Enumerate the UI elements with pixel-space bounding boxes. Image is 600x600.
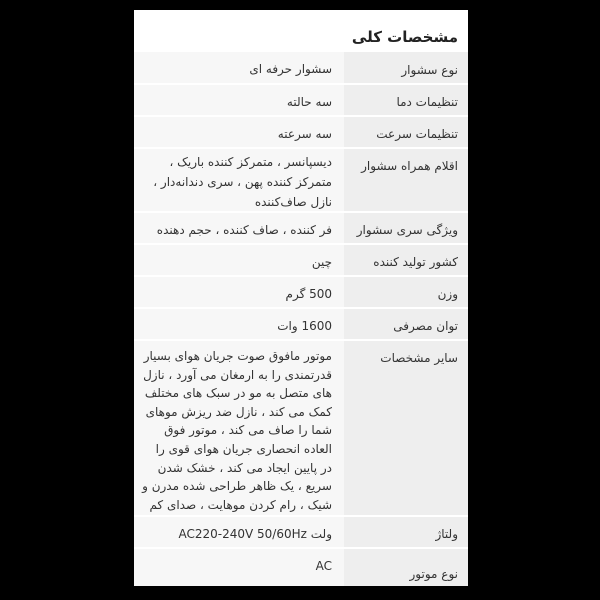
spec-label: سایر مشخصات (344, 341, 468, 515)
spec-row-country-of-manufacture (134, 245, 468, 277)
spec-label: ویژگی سری سشوار (344, 213, 468, 243)
spec-label: تنظیمات دما (344, 85, 468, 115)
spec-value-line: شما را صاف می کند ، موتور فوق (164, 423, 332, 438)
spec-label: وزن (344, 277, 468, 307)
spec-label: اقلام همراه سشوار (344, 149, 468, 211)
spec-value-line: سه سرعته (277, 127, 332, 141)
spec-value-line: سریع ، یک ظاهر طراحی شده مدرن و (142, 479, 332, 494)
spec-label: ولتاژ (344, 517, 468, 547)
spec-value-line: العاده انحصاری جریان هوای قوی را (155, 441, 332, 456)
spec-row-temperature-settings (134, 85, 468, 117)
spec-value-line: دیسپانسر ، متمرکز کننده باریک ، (169, 155, 332, 169)
spec-value-line: سه حالته (286, 95, 332, 109)
spec-value (134, 549, 344, 586)
spec-value (134, 277, 344, 307)
spec-label: کشور تولید کننده (344, 245, 468, 275)
spec-value (134, 149, 344, 211)
spec-value (134, 213, 344, 243)
section-title: مشخصات کلی (351, 28, 458, 46)
spec-value-line: قدرتمندی را به ارمغان می آورد ، نازل (143, 367, 332, 382)
spec-row-included-items (134, 149, 468, 213)
spec-value (134, 85, 344, 115)
spec-value-line: متمرکز کننده پهن ، سری دندانه‌دار ، (153, 175, 332, 189)
spec-value-line: سشوار حرفه ای (249, 62, 332, 76)
spec-value-line: شیک ، رام کردن موهایت ، صدای کم (149, 497, 332, 512)
spec-value (134, 245, 344, 275)
spec-value-line: AC (315, 559, 332, 573)
spec-value-line: ولت AC220-240V 50/60Hz (178, 527, 332, 541)
spec-value-line: در پایین ایجاد می کند ، خشک شدن (157, 460, 332, 475)
spec-value (134, 517, 344, 547)
specs-panel (134, 10, 468, 586)
spec-value-line: نازل صاف‌کننده (254, 195, 332, 209)
spec-label: نوع سشوار (344, 52, 468, 83)
spec-row-power-consumption (134, 309, 468, 341)
specs-table (134, 52, 468, 586)
spec-value-line: چین (311, 255, 332, 269)
spec-row-motor-type (134, 549, 468, 586)
spec-row-weight (134, 277, 468, 309)
spec-row-voltage (134, 517, 468, 549)
spec-value-line: کمک می کند ، نازل ضد ریزش موهای (145, 404, 332, 419)
spec-label: توان مصرفی (344, 309, 468, 339)
spec-row-attachment-features (134, 213, 468, 245)
spec-label: نوع موتور (344, 549, 468, 586)
spec-value-line: موتور مافوق صوت جریان هوای بسیار (143, 349, 332, 363)
spec-label: تنظیمات سرعت (344, 117, 468, 147)
spec-value (134, 117, 344, 147)
spec-row-other-specs (134, 341, 468, 517)
spec-value-line: فر کننده ، صاف کننده ، حجم دهنده (156, 223, 332, 237)
spec-value-line: 1600 وات (277, 319, 332, 333)
spec-row-dryer-type (134, 52, 468, 85)
spec-value-line: های متصل به مو در سبک های مختلف (144, 386, 332, 401)
spec-value-line: 500 گرم (285, 287, 332, 301)
spec-value (134, 52, 344, 83)
spec-value (134, 309, 344, 339)
spec-value (134, 341, 344, 515)
spec-row-speed-settings (134, 117, 468, 149)
